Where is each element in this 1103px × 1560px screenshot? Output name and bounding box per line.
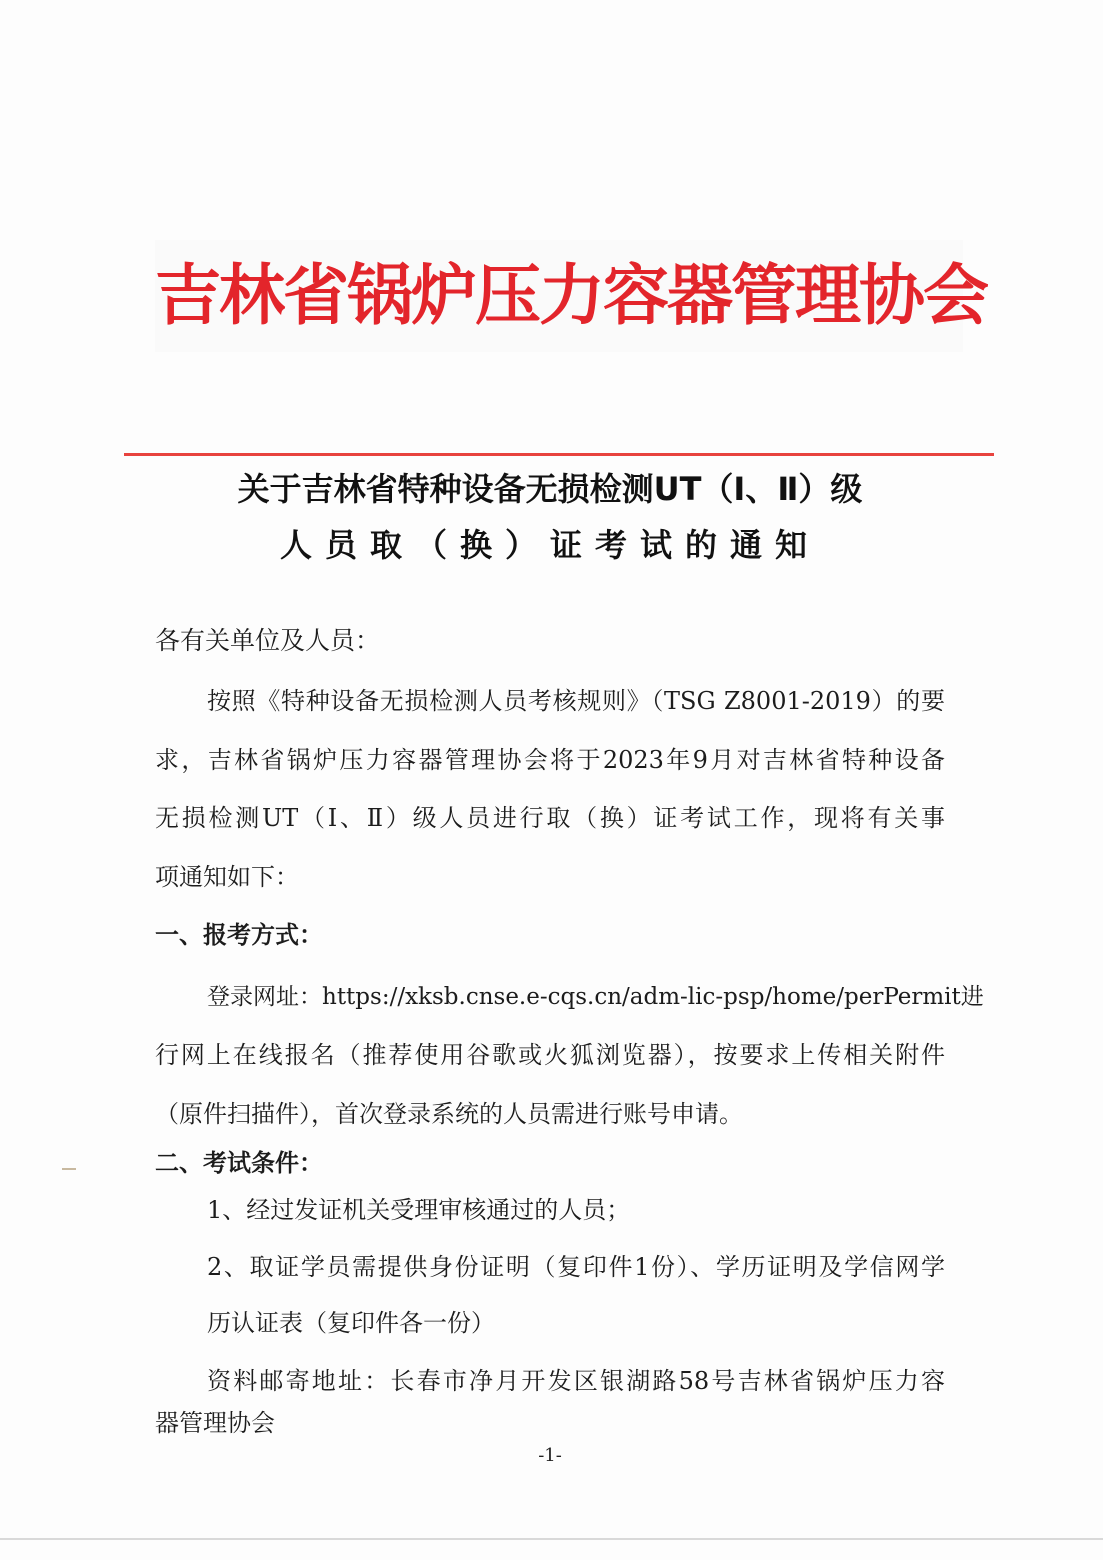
- intro-line-3: 无损检测UT（Ⅰ、Ⅱ）级人员进行取（换）证考试工作，现将有关事: [155, 804, 945, 832]
- section-1-line-2: 行网上在线报名（推荐使用谷歌或火狐浏览器），按要求上传相关附件: [155, 1041, 945, 1069]
- page-number: -1-: [538, 1445, 562, 1466]
- section-2-item-2: 2、取证学员需提供身份证明（复印件1份）、学历证明及学信网学: [207, 1253, 945, 1281]
- section-2-item-1: 1、经过发证机关受理审核通过的人员；: [207, 1196, 631, 1224]
- mail-address-line-1: 资料邮寄地址：长春市净月开发区银湖路58号吉林省锅炉压力容: [207, 1367, 945, 1395]
- red-divider-rule: [124, 453, 994, 456]
- notice-title-line-2: 人员取（换）证考试的通知: [279, 526, 820, 564]
- notice-title-line-1: 关于吉林省特种设备无损检测UT（Ⅰ、Ⅱ）级: [237, 470, 863, 508]
- section-1-line-1: 登录网址：https://xksb.cnse.e-cqs.cn/adm-lic-psp/home/perPermit进: [207, 984, 984, 1010]
- page-bottom-edge: [0, 1538, 1103, 1540]
- section-2-heading: 二、考试条件：: [155, 1149, 323, 1177]
- section-1-heading: 一、报考方式：: [155, 921, 323, 949]
- scan-artifact-mark: [62, 1168, 76, 1170]
- section-2-item-2-cont: 历认证表（复印件各一份）: [207, 1309, 495, 1337]
- mail-address-line-2: 器管理协会: [155, 1409, 275, 1437]
- intro-line-2: 求，吉林省锅炉压力容器管理协会将于2023年9月对吉林省特种设备: [155, 746, 945, 774]
- salutation: 各有关单位及人员：: [155, 626, 381, 655]
- intro-line-4: 项通知如下：: [155, 863, 299, 891]
- masthead-org-name: 吉林省锅炉压力容器管理协会: [155, 240, 963, 352]
- section-1-line-3: （原件扫描件），首次登录系统的人员需进行账号申请。: [155, 1100, 743, 1128]
- intro-line-1: 按照《特种设备无损检测人员考核规则》（TSG Z8001-2019）的要: [207, 687, 945, 715]
